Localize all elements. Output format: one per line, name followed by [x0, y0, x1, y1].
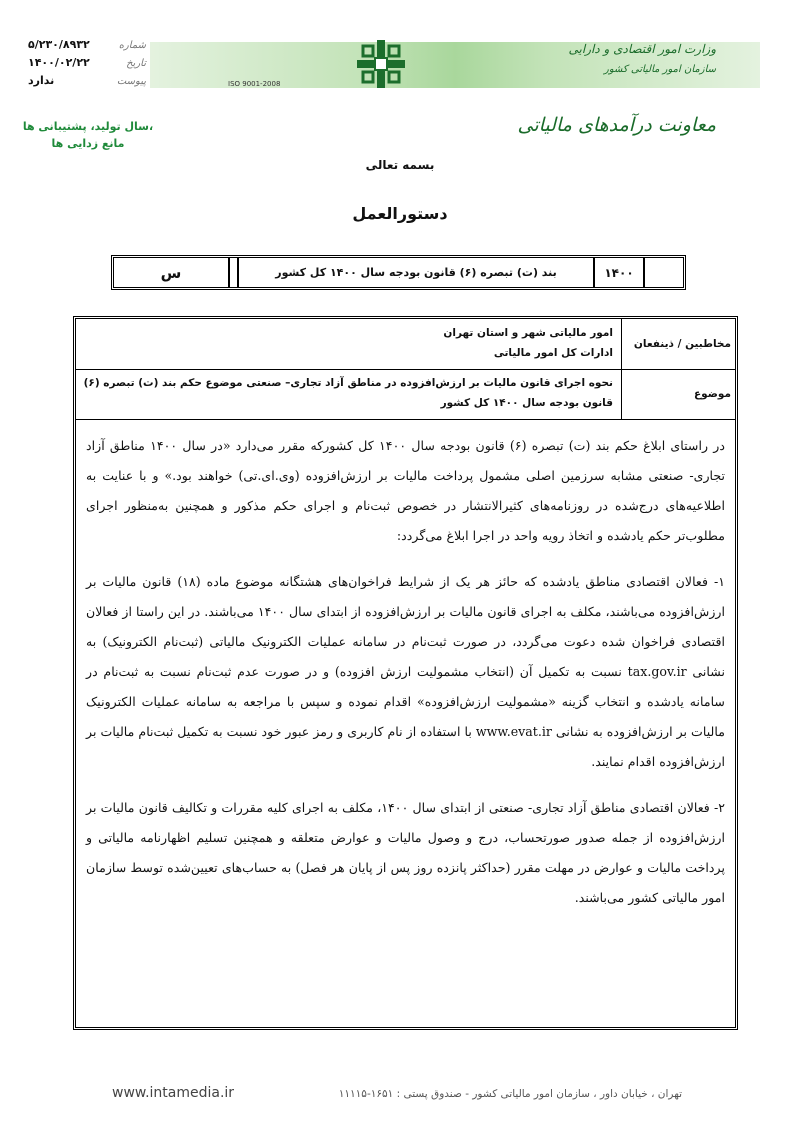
- iso-label: ISO 9001-2008: [228, 80, 281, 88]
- deputy-name: معاونت درآمدهای مالیاتی: [517, 114, 716, 136]
- intro-paragraph: در راستای ابلاغ حکم بند (ت) تبصره (۶) قانون بودجه سال ۱۴۰۰ کل کشورکه مقرر می‌دارد «در سال ۱۴۰۰ مناطق آزاد تجاری- صنعتی مشابه سرزمین اصلی مشمول پرداخت مالیات بر ارزش‌افزوده (وی.ای.تی) خواهند بود.» و با عنایت به اطلاعیه‌های درج‌شده در روزنامه‌های کثیرالانتشار در خصوص ثبت‌نام و اجرای حکم مذکور و همچنین به‌منظور اجرای مطلوب‌تر حکم یادشده و اتخاذ رویه واحد در اجرا ابلاغ می‌گردد:: [86, 438, 725, 543]
- letter-number: ۵/۲۳۰/۸۹۳۲: [28, 38, 90, 51]
- subject-label: موضوع: [621, 369, 735, 419]
- reference-letter: س: [160, 263, 182, 282]
- letter-number-row: [28, 36, 146, 54]
- letter-attachment-label: پیوست: [116, 76, 146, 87]
- tax-portal-link[interactable]: tax.gov.ir: [627, 664, 687, 679]
- reference-cell-empty-2: [228, 258, 237, 287]
- evat-portal-link[interactable]: www.evat.ir: [475, 724, 552, 739]
- letter-date-label: تاریخ: [126, 58, 146, 69]
- subject-row: [76, 369, 735, 420]
- letter-attachment-row: [28, 72, 146, 90]
- instruction-box: [73, 316, 738, 1030]
- letter-date: ۱۴۰۰/۰۲/۲۲: [28, 56, 90, 69]
- item-2-paragraph: ۲- فعالان اقتصادی مناطق آزاد تجاری- صنعتی از ابتدای سال ۱۴۰۰، مکلف به اجرای کلیه مقررات و تکالیف قانون مالیات بر ارزش‌افزوده از جمله صدور صورتحساب، درج و وصول مالیات و عوارض متعلقه و همچنین تسلیم اظهارنامه مالیاتی و پرداخت مالیات و عوارض در مهلت مقرر (حداکثر پانزده روز پس از پایان هر فصل) به حساب‌های تعیین‌شده توسط سازمان امور مالیاتی کشور می‌باشند.: [86, 800, 725, 905]
- addressees-row: [76, 319, 735, 370]
- basmala: بسمه تعالی: [365, 158, 435, 172]
- ministry-name: وزارت امور اقتصادی و دارایی: [568, 42, 716, 56]
- letter-attachment: ندارد: [28, 74, 55, 87]
- slogan-line-1: سال تولید، پشتیبانی ها،: [22, 120, 154, 133]
- letter-date-row: [28, 54, 146, 72]
- document-title: دستورالعمل: [352, 204, 448, 223]
- reference-table: [111, 255, 686, 290]
- slogan-line-2: مانع زدایی ها: [51, 137, 125, 150]
- subject-value: [76, 369, 621, 419]
- organization-name: سازمان امور مالیاتی کشور: [604, 64, 716, 75]
- item-1-text-a: ۱- فعالان اقتصادی مناطق یادشده که حائز هر یک از شرایط فراخوان‌های هشتگانه موضوع ماده (۱۸) قانون مالیات بر ارزش‌افزوده می‌باشند، مکلف به اجرای قانون مالیات بر ارزش‌افزوده از ابتدای سال ۱۴۰۰ می‌باشند. در این راستا از فعالان اقتصادی فراخوان شده دعوت می‌گردد، در صورت ثبت‌نام در سامانه عملیات الکترونیک مالیاتی (ثبت‌نام الکترونیک) به نشانی: [86, 574, 725, 679]
- subject-line-2: قانون بودجه سال ۱۴۰۰ کل کشور: [440, 397, 613, 409]
- item-1-text-b: نسبت به تکمیل آن (انتخاب مشمولیت ارزش افزوده) و در صورت عدم ثبت‌نام نسبت به ثبت‌نام در سامانه یادشده و انتخاب گزینه «مشمولیت ارزش‌افزوده» اقدام نموده و سپس با مراجعه به سامانه عملیات الکترونیک مالیات بر ارزش‌افزوده به نشانی: [86, 664, 725, 739]
- instruction-body: [86, 431, 725, 929]
- footer-website[interactable]: www.intamedia.ir: [112, 1085, 235, 1101]
- addressee-line-1: امور مالیاتی شهر و استان تهران: [443, 327, 613, 339]
- letter-meta: [28, 36, 146, 90]
- letter-number-label: شماره: [118, 40, 146, 51]
- reference-year: ۱۴۰۰: [593, 258, 643, 287]
- footer: [0, 1085, 800, 1108]
- addressees-label: مخاطبین / ذینفعان: [621, 319, 735, 369]
- addressee-line-2: ادارات کل امور مالیاتی: [493, 347, 613, 359]
- reference-cell-empty-1: [643, 258, 683, 287]
- year-slogan: [18, 118, 158, 152]
- footer-address: تهران ، خیابان داور ، سازمان امور مالیاتی کشور - صندوق پستی : ۱۶۵۱-۱۱۱۱۵: [338, 1088, 682, 1100]
- tax-organization-logo: [355, 38, 407, 90]
- subject-line-1: نحوه اجرای قانون مالیات بر ارزش‌افزوده در مناطق آزاد تجاری– صنعتی موضوع حکم بند (ت) تبصره (۶): [83, 377, 613, 389]
- addressees-value: [76, 319, 621, 369]
- reference-clause: بند (ت) تبصره (۶) قانون بودجه سال ۱۴۰۰ کل کشور: [237, 258, 593, 287]
- item-1-paragraph: [86, 567, 725, 777]
- item-1-text-c: با استفاده از نام کاربری و رمز عبور خود نسبت به تکمیل ثبت‌نام مالیات بر ارزش‌افزوده اقدام نمایند.: [86, 724, 725, 769]
